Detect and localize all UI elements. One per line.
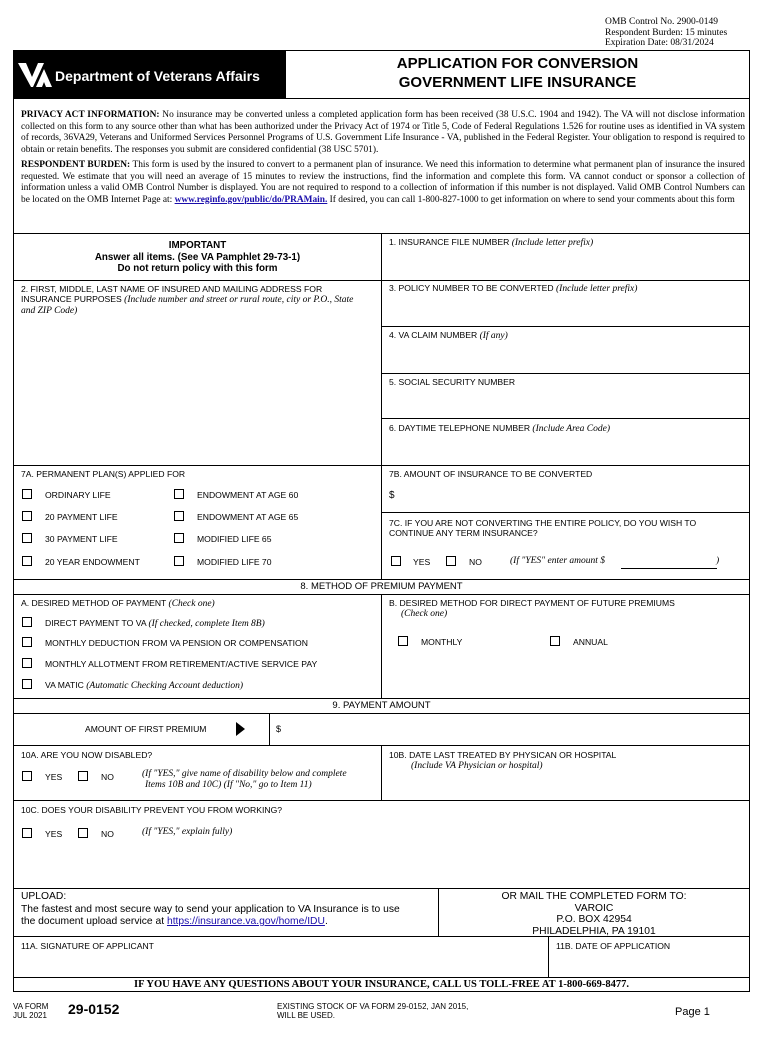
footer-stock-note (277, 1002, 468, 1020)
pay-vamatic-note: (Automatic Checking Account deduction) (86, 681, 244, 691)
item-11a-label: 11A. SIGNATURE OF APPLICANT (21, 941, 154, 951)
term-amount-field[interactable] (621, 556, 720, 569)
future-monthly-label: MONTHLY (421, 637, 463, 647)
first-premium-dollar: $ (276, 724, 282, 734)
disability-explanation-field[interactable] (15, 845, 748, 887)
footer-stock-2: WILL BE USED. (277, 1011, 335, 1020)
item-4-label (389, 330, 508, 341)
item-2-text: 2. FIRST, MIDDLE, LAST NAME OF INSURED AND MAILING ADDRESS FOR INSURANCE PURPOSES (21, 284, 323, 304)
disabled-yes-checkbox[interactable] (22, 771, 32, 781)
prevent-work-yes-checkbox[interactable] (22, 828, 32, 838)
item-10c-label: 10C. DOES YOUR DISABILITY PREVENT YOU FROM WORKING? (21, 805, 283, 815)
omb-info (605, 17, 727, 49)
plan-endowment-65-label: ENDOWMENT AT AGE 65 (197, 512, 299, 522)
plan-endowment-65-checkbox[interactable] (174, 511, 184, 521)
item-3-label (389, 283, 637, 294)
mail-heading: OR MAIL THE COMPLETED FORM TO: (501, 891, 687, 902)
arrow-right-icon (236, 722, 245, 736)
item-10c-note: (If "YES," explain fully) (142, 827, 233, 837)
item-1-label (389, 237, 593, 248)
item-8b-label (389, 598, 675, 619)
form-title-line1: APPLICATION FOR CONVERSION (396, 55, 639, 72)
va-logo-icon (18, 63, 52, 87)
prevent-work-no-label: NO (101, 829, 114, 839)
important-line2: Answer all items. (See VA Pamphlet 29-73-1) (94, 251, 301, 263)
item-10a-note (142, 769, 347, 791)
item-4-note: (If any) (479, 331, 508, 341)
mail-po-box: P.O. BOX 42954 (556, 914, 632, 925)
va-claim-number-field[interactable] (382, 343, 749, 373)
future-monthly-checkbox[interactable] (398, 636, 408, 646)
name-address-field[interactable] (15, 320, 380, 465)
privacy-text: No insurance may be converted unless a completed application form has been received (38 U.S.C. 1904 and 1942). The VA will not disclose information collected on this form to any source other than what has been authorized under the Privacy Act of 1974 or Title 5, Code of Federal Regulations 1.526 for routine uses as identified in VA system of records, 36VA29, Veterans and Uniformed Services Personnel Programs of U.S. Government Life Insurance - VA, published in the Federal Register. Your obligation to respond is required to obtain or retain benefits. The responses you submit are considered confidential (38 USC 5701). (21, 110, 745, 155)
item-8a-note: (Check one) (168, 599, 215, 609)
pay-allotment-label: MONTHLY ALLOTMENT FROM RETIREMENT/ACTIVE SERVICE PAY (45, 659, 318, 669)
plan-modified-65-checkbox[interactable] (174, 533, 184, 543)
upload-text-1: The fastest and most secure way to send your application to VA Insurance is to use (21, 903, 400, 915)
term-no-checkbox[interactable] (446, 556, 456, 566)
burden-heading: RESPONDENT BURDEN: (21, 160, 131, 170)
item-2-label (21, 284, 366, 316)
footer-stock-1: EXISTING STOCK OF VA FORM 29-0152, JAN 2015, (277, 1002, 469, 1011)
burden-text-2: If desired, you can call 1-800-827-1000 to get information on where to send your comments about this form (327, 194, 735, 205)
item-3-text: 3. POLICY NUMBER TO BE CONVERTED (389, 283, 556, 293)
omb-burden: Respondent Burden: 15 minutes (605, 27, 728, 38)
item-8b-note: (Check one) (401, 609, 448, 619)
item-11b-label: 11B. DATE OF APPLICATION (556, 941, 671, 951)
plan-modified-65-label: MODIFIED LIFE 65 (197, 534, 272, 544)
prevent-work-no-checkbox[interactable] (78, 828, 88, 838)
pay-allotment-checkbox[interactable] (22, 658, 32, 668)
item-10a-note-line1: (If "YES," give name of disability below and complete (142, 769, 347, 779)
item-7a-label: 7A. PERMANENT PLAN(S) APPLIED FOR (21, 469, 186, 479)
omb-link[interactable]: www.reginfo.gov/public/do/PRAMain. (174, 194, 328, 205)
item-7b-label: 7B. AMOUNT OF INSURANCE TO BE CONVERTED (389, 469, 593, 479)
plan-endowment-60-checkbox[interactable] (174, 489, 184, 499)
pay-deduction-label: MONTHLY DEDUCTION FROM VA PENSION OR COMPENSATION (45, 638, 308, 648)
plan-modified-70-checkbox[interactable] (174, 556, 184, 566)
footer-form-number: 29-0152 (68, 1001, 120, 1017)
upload-section (21, 891, 441, 929)
term-yes-checkbox[interactable] (391, 556, 401, 566)
term-amount-note: (If "YES" enter amount $ (510, 556, 606, 566)
plan-ordinary-life-label: ORDINARY LIFE (45, 490, 111, 500)
pay-direct-text: DIRECT PAYMENT TO VA (45, 618, 149, 628)
item-5-label: 5. SOCIAL SECURITY NUMBER (389, 377, 516, 387)
form-title (286, 54, 749, 92)
item-1-text: 1. INSURANCE FILE NUMBER (389, 237, 512, 247)
item-2-note: (Include number and street or rural route, city or P.O., State and ZIP Code) (21, 295, 354, 316)
disabled-no-checkbox[interactable] (78, 771, 88, 781)
first-premium-label: AMOUNT OF FIRST PREMIUM (85, 724, 207, 734)
privacy-heading: PRIVACY ACT INFORMATION: (21, 110, 160, 120)
term-yes-label: YES (413, 557, 431, 567)
item-10b-text: 10B. DATE LAST TREATED BY PHYSICAN OR HOSPITAL (389, 750, 617, 760)
date-last-treated-field[interactable] (382, 776, 749, 799)
item-7c-label: 7C. IF YOU ARE NOT CONVERTING THE ENTIRE POLICY, DO YOU WISH TO CONTINUE ANY TERM INSURANCE? (389, 518, 697, 538)
important-notice (14, 240, 381, 275)
plan-20-payment-checkbox[interactable] (22, 511, 32, 521)
omb-expiration: Expiration Date: 08/31/2024 (605, 38, 714, 48)
agency-name: Department of Veterans Affairs (55, 68, 260, 84)
ssn-field[interactable] (382, 390, 749, 418)
prevent-work-yes-label: YES (45, 829, 63, 839)
term-amount-close: ) (716, 556, 720, 566)
plan-30-payment-label: 30 PAYMENT LIFE (45, 534, 118, 544)
mail-recipient: VAROIC (574, 902, 614, 914)
item-8b-text: B. DESIRED METHOD FOR DIRECT PAYMENT OF FUTURE PREMIUMS (389, 598, 675, 608)
item-10b-label (389, 750, 616, 771)
plan-30-payment-checkbox[interactable] (22, 533, 32, 543)
telephone-field[interactable] (382, 436, 749, 464)
upload-text-2 (21, 916, 441, 929)
future-annual-label: ANNUAL (573, 637, 608, 647)
item-4-text: 4. VA CLAIM NUMBER (389, 330, 480, 340)
form-title-line2: GOVERNMENT LIFE INSURANCE (398, 74, 637, 91)
mail-city: PHILADELPHIA, PA 19101 (532, 925, 656, 937)
upload-text-3: . (324, 916, 328, 927)
pay-direct-note: (If checked, complete Item 8B) (148, 619, 265, 629)
item-10a-note-line2: Items 10B and 10C) (If "No," go to Item 11) (145, 780, 312, 790)
important-line3: Do not return policy with this form (117, 263, 278, 274)
item-8a-label (21, 598, 215, 609)
item-6-note: (Include Area Code) (532, 424, 610, 434)
item-7b-dollar: $ (389, 490, 395, 501)
footer-page: Page 1 (675, 1006, 710, 1018)
insurance-file-number-field[interactable] (382, 250, 749, 280)
plan-20-payment-label: 20 PAYMENT LIFE (45, 512, 118, 522)
policy-number-field[interactable] (382, 296, 749, 326)
future-annual-checkbox[interactable] (550, 636, 560, 646)
agency-banner (14, 51, 285, 98)
plan-20-year-endowment-label: 20 YEAR ENDOWMENT (45, 557, 140, 567)
item-10a-label: 10A. ARE YOU NOW DISABLED? (21, 750, 153, 760)
upload-text-2-span: the document upload service at (21, 916, 167, 927)
item-6-text: 6. DAYTIME TELEPHONE NUMBER (389, 423, 533, 433)
signature-field[interactable] (15, 953, 547, 975)
omb-control: OMB Control No. 2900-0149 (605, 17, 718, 27)
plan-endowment-60-label: ENDOWMENT AT AGE 60 (197, 490, 299, 500)
pay-vamatic-checkbox[interactable] (22, 679, 32, 689)
item-6-label (389, 423, 610, 434)
item-3-note: (Include letter prefix) (556, 284, 638, 294)
first-premium-field[interactable] (286, 716, 746, 742)
pay-direct-label (45, 618, 265, 629)
term-no-label: NO (469, 557, 482, 567)
section-9-title: 9. PAYMENT AMOUNT (332, 700, 431, 711)
plan-ordinary-life-checkbox[interactable] (22, 489, 32, 499)
burden-text: This form is used by the insured to convert to a permanent plan of insurance. We need this information to determine what permanent plan of insurance the insured requested. We estimate that you will need an average of 15 minutes to review the instructions, find the information and complete this form. VA cannot conduct or sponsor a collection of information unless a valid OMB Control Number is displayed. You are not required to respond to a collection of information if this number is not displayed. Valid OMB Control Numbers can be located on the OMB Internet Page at: (21, 160, 745, 205)
footer-date: JUL 2021 (13, 1011, 47, 1020)
disabled-no-label: NO (101, 772, 114, 782)
item-10b-note: (Include VA Physician or hospital) (411, 761, 543, 771)
mail-section (439, 891, 749, 937)
footer-form: VA FORM (13, 1002, 49, 1011)
plan-modified-70-label: MODIFIED LIFE 70 (197, 557, 272, 567)
privacy-act (21, 110, 745, 156)
application-date-field[interactable] (549, 953, 748, 975)
privacy-section (21, 110, 745, 206)
respondent-burden (21, 160, 745, 206)
pay-vamatic-text: VA MATIC (45, 680, 87, 690)
important-title: IMPORTANT (168, 240, 227, 251)
disabled-yes-label: YES (45, 772, 63, 782)
item-1-note: (Include letter prefix) (511, 238, 594, 248)
toll-free-notice: IF YOU HAVE ANY QUESTIONS ABOUT YOUR INSURANCE, CALL US TOLL-FREE AT 1-800-669-8477. (134, 979, 629, 990)
pay-deduction-checkbox[interactable] (22, 637, 32, 647)
plan-20-year-endowment-checkbox[interactable] (22, 556, 32, 566)
pay-vamatic-label (45, 680, 243, 691)
item-8a-text: A. DESIRED METHOD OF PAYMENT (21, 598, 169, 608)
pay-direct-checkbox[interactable] (22, 617, 32, 627)
upload-link[interactable]: https://insurance.va.gov/home/IDU (166, 916, 325, 927)
amount-converted-field[interactable] (400, 485, 745, 509)
upload-heading: UPLOAD: (21, 891, 67, 902)
footer-form-label (13, 1002, 48, 1020)
section-8-title: 8. METHOD OF PREMIUM PAYMENT (300, 581, 463, 592)
